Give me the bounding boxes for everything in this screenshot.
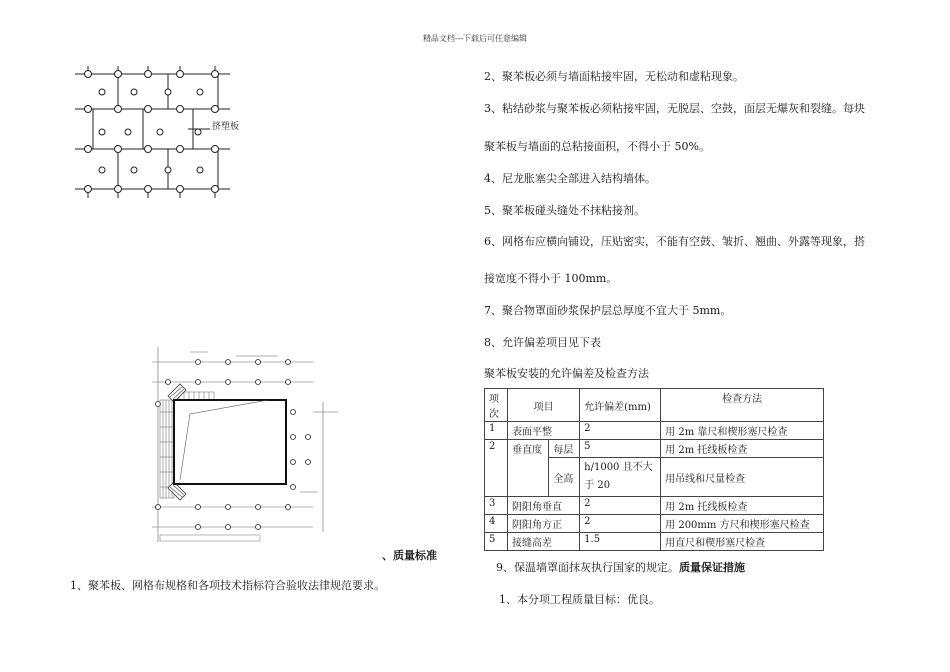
standard-item-6-line2: 接宽度不得小于 100mm。 (484, 272, 618, 285)
row-tolerance: 1.5 (580, 533, 661, 551)
tolerance-table (484, 388, 824, 551)
row-method: 用 2m 托线板检查 (661, 497, 824, 515)
row-method: 用 200mm 方尺和楔形塞尺检查 (661, 515, 824, 533)
table-row (485, 515, 824, 533)
standard-item-6-line1: 6、网格布应横向铺设，压贴密实，不能有空鼓、皱折、翘曲、外露等现象，搭 (484, 235, 865, 248)
table-header-row (485, 389, 824, 422)
anchor-layout-diagram (70, 62, 270, 202)
opening-reinforcement-diagram (138, 342, 338, 552)
row-no: 4 (485, 515, 508, 533)
standard-item-8: 8、允许偏差项目见下表 (484, 336, 601, 349)
row-tolerance: 2 (580, 422, 661, 440)
row-tolerance: 2 (580, 515, 661, 533)
row-item: 阴阳角方正 (508, 515, 580, 533)
standard-item-9 (496, 559, 745, 575)
row-item: 表面平整 (508, 422, 580, 440)
table-row (485, 440, 824, 458)
row-subitem: 全高 (549, 458, 580, 497)
header-method: 检查方法 (661, 389, 824, 422)
standard-item-2: 2、聚苯板必须与墙面粘接牢固，无松动和虚粘现象。 (484, 70, 744, 83)
row-subitem: 每层 (549, 440, 580, 458)
row-method: 用 2m 托线板检查 (661, 440, 824, 458)
standard-item-4: 4、尼龙胀塞尖全部进入结构墙体。 (484, 172, 656, 185)
standard-item-7: 7、聚合物罩面砂浆保护层总厚度不宜大于 5mm。 (484, 304, 732, 317)
page-header: 精品文档---下载后可任意编辑 (422, 34, 528, 43)
row-no: 3 (485, 497, 508, 515)
row-no: 5 (485, 533, 508, 551)
standard-item-1: 1、聚苯板、网格布规格和各项技术指标符合验收法律规范要求。 (70, 579, 385, 592)
row-method: 用 2m 靠尺和楔形塞尺检查 (661, 422, 824, 440)
table-row (485, 533, 824, 551)
row-tolerance: 2 (580, 497, 661, 515)
row-method: 用直尺和楔形塞尺检查 (661, 533, 824, 551)
section-heading-quality-standard: 、质量标准 (382, 549, 437, 562)
row-item: 阴阳角垂直 (508, 497, 580, 515)
header-tolerance: 允许偏差(mm) (580, 389, 661, 422)
row-no: 2 (485, 440, 508, 497)
standard-item-5: 5、聚苯板碰头缝处不抹粘接剂。 (484, 204, 645, 217)
quality-goal: 1、本分项工程质量目标：优良。 (499, 593, 660, 606)
header-no: 项 次 (485, 389, 508, 422)
row-item: 垂直度 (508, 440, 549, 497)
standard-item-3-line2: 聚苯板与墙面的总粘接面积，不得小于 50%。 (484, 140, 710, 153)
table-title: 聚苯板安装的允许偏差及检查方法 (484, 367, 649, 380)
row-tolerance: 5 (580, 440, 661, 458)
item-9-text: 9、保温墙罩面抹灰执行国家的规定。 (496, 561, 679, 574)
xps-board-label: 挤塑板 (212, 122, 240, 132)
row-no: 1 (485, 422, 508, 440)
table-row (485, 497, 824, 515)
row-tolerance: h/1000 且不大于 20 (580, 458, 661, 497)
standard-item-3-line1: 3、粘结砂浆与聚苯板必须粘接牢固，无脱层、空鼓，面层无爆灰和裂缝。每块 (484, 102, 865, 115)
section-heading-quality-assurance: 质量保证措施 (679, 561, 745, 574)
header-item: 项目 (508, 389, 580, 422)
row-item: 接缝高差 (508, 533, 580, 551)
table-row (485, 422, 824, 440)
row-method: 用吊线和尺量检查 (661, 458, 824, 497)
